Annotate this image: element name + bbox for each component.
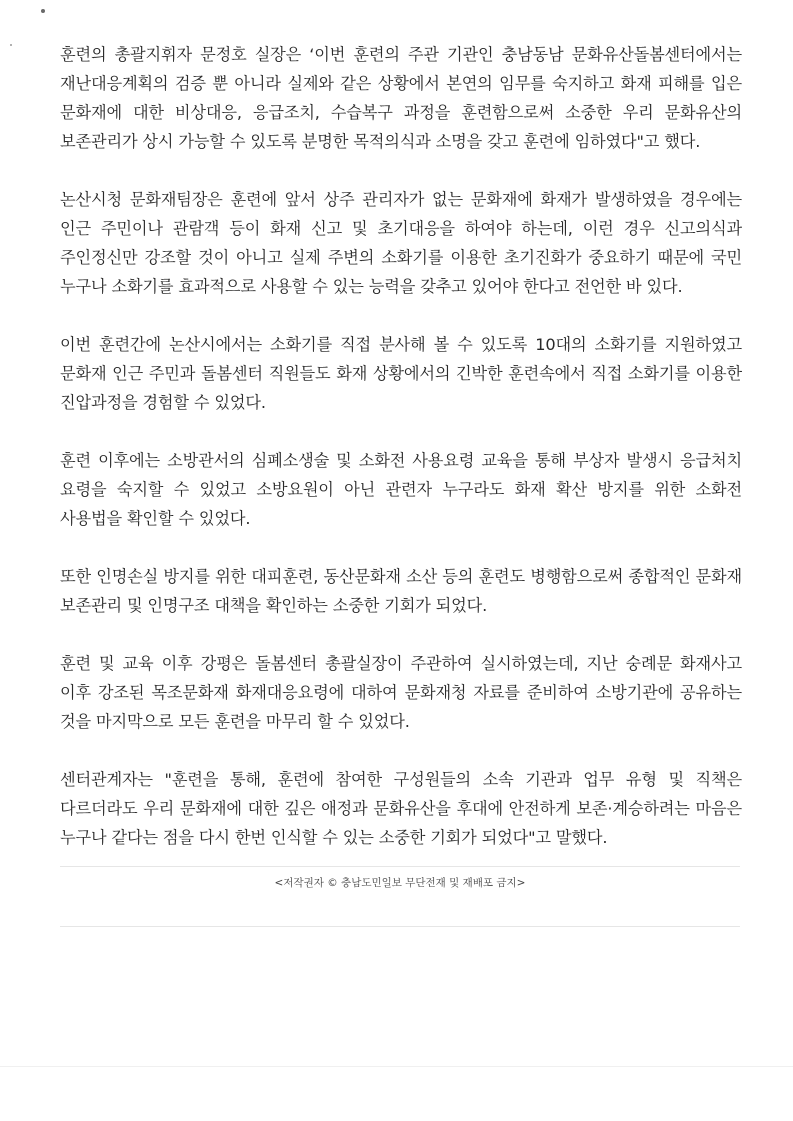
article-paragraph: 훈련 이후에는 소방관서의 심폐소생술 및 소화전 사용요령 교육을 통해 부상자 발생시 응급처치 요령을 숙지할 수 있었고 소방요원이 아닌 관련자 누구라도 화재 확산 방지를 위한 소화전 사용법을 확인할 수 있었다. bbox=[60, 451, 742, 528]
article-paragraph: 센터관계자는 "훈련을 통해, 훈련에 참여한 구성원들의 소속 기관과 업무 유형 및 직책은 다르더라도 우리 문화재에 대한 깊은 애정과 문화유산을 후대에 안전하게 보존·계승하려는 마음은 누구나 같다는 점을 다시 한번 인식할 수 있는 소중한 기회가 되었다"고 말했다. bbox=[60, 770, 742, 847]
article-paragraph: 훈련 및 교육 이후 강평은 돌봄센터 총괄실장이 주관하여 실시하였는데, 지난 숭례문 화재사고 이후 강조된 목조문화재 화재대응요령에 대하여 문화재청 자료를 준비하여 소방기관에 공유하는 것을 마지막으로 모든 훈련을 마무리 할 수 있었다. bbox=[60, 654, 742, 731]
scan-edge-line bbox=[0, 1066, 793, 1067]
article-paragraph: 논산시청 문화재팀장은 훈련에 앞서 상주 관리자가 없는 문화재에 화재가 발생하였을 경우에는 인근 주민이나 관람객 등이 화재 신고 및 초기대응을 하여야 하는데, 이런 경우 신고의식과 주인정신만 강조할 것이 아니고 실제 주변의 소화기를 이용한 초기진화가 중요하기 때문에 국민 누구나 소화기를 효과적으로 사용할 수 있는 능력을 갖추고 있어야 한다고 전언한 바 있다. bbox=[60, 190, 742, 296]
footer-divider-bottom bbox=[60, 926, 740, 927]
footer-divider-top bbox=[60, 866, 740, 867]
scan-artifact-dot bbox=[10, 44, 12, 46]
article-body bbox=[60, 40, 742, 881]
article-paragraph: 훈련의 총괄지휘자 문정호 실장은 ‘이번 훈련의 주관 기관인 충남동남 문화유산돌봄센터에서는 재난대응계획의 검증 뿐 아니라 실제와 같은 상황에서 본연의 임무를 숙지하고 화재 피해를 입은 문화재에 대한 비상대응, 응급조치, 수습복구 과정을 훈련함으로써 소중한 우리 문화유산의 보존관리가 상시 가능할 수 있도록 분명한 목적의식과 소명을 갖고 훈련에 임하였다"고 했다. bbox=[60, 45, 742, 151]
article-paragraph: 또한 인명손실 방지를 위한 대피훈련, 동산문화재 소산 등의 훈련도 병행함으로써 종합적인 문화재 보존관리 및 인명구조 대책을 확인하는 소중한 기회가 되었다. bbox=[60, 567, 742, 615]
scan-artifact-dot bbox=[41, 9, 45, 13]
copyright-notice: <저작권자 © 충남도민일보 무단전재 및 재배포 금지> bbox=[274, 877, 526, 889]
article-paragraph: 이번 훈련간에 논산시에서는 소화기를 직접 분사해 볼 수 있도록 10대의 소화기를 지원하였고 문화재 인근 주민과 돌봄센터 직원들도 화재 상황에서의 긴박한 훈련속에서 직접 소화기를 이용한 진압과정을 경험할 수 있었다. bbox=[60, 335, 742, 412]
